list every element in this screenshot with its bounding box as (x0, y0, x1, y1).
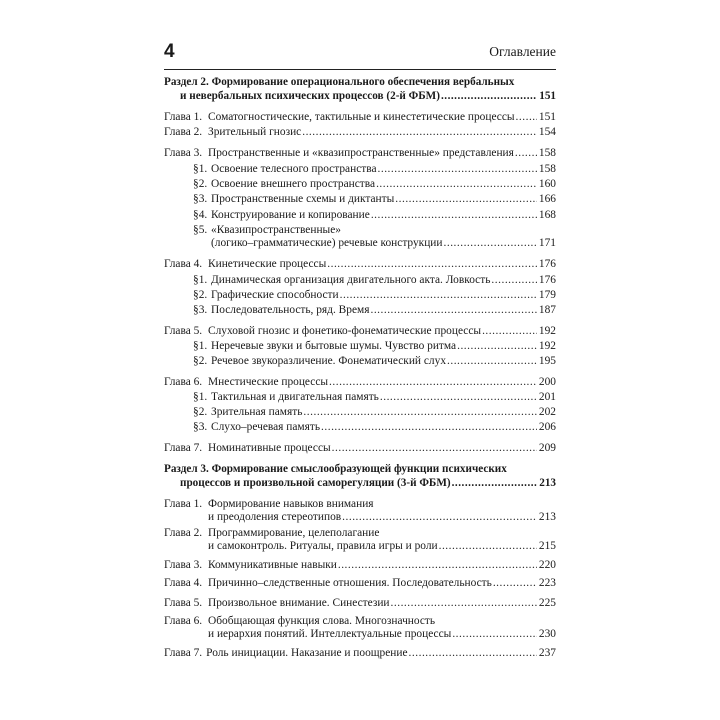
section-3-title-line2: процессов и произвольной саморегуляции (3-й ФБМ) ..... 213 (164, 476, 556, 491)
page-ref: 206 (538, 421, 556, 433)
page-ref: 154 (538, 126, 556, 138)
page-ref: 201 (538, 391, 556, 403)
toc-entry-chapter: Глава 7. Номинативные процессы ..... 209 (164, 441, 556, 456)
toc-entry-chapter-cont: и преодоления стереотипов ..... 213 (164, 510, 556, 525)
toc-entry-section: §2. Речевое звукоразличение. Фонематический слух ..... 195 (164, 354, 556, 369)
toc-entry-section: §3. Последовательность, ряд. Время ..... 187 (164, 303, 556, 318)
toc-entry-section: §2. Графические способности ..... 179 (164, 288, 556, 303)
page-ref: 202 (538, 406, 556, 418)
toc-entry-section: §1. Динамическая организация двигательного акта. Ловкость ..... 176 (164, 273, 556, 288)
page-ref: 215 (538, 540, 556, 552)
toc-entry-section: §1. Неречевые звуки и бытовые шумы. Чувство ритма ..... 192 (164, 339, 556, 354)
toc-entry-section-cont: (логико–грамматические) речевые конструкции ..... 171 (164, 236, 556, 251)
page-ref: 166 (538, 193, 556, 205)
toc-entry-chapter-cont: и самоконтроль. Ритуалы, правила игры и роли ..... 215 (164, 539, 556, 554)
toc-entry-section: §1. Освоение телесного пространства ..... 158 (164, 162, 556, 177)
page-ref: 160 (538, 178, 556, 190)
leader-dots (452, 476, 537, 491)
toc-entry-section: §2. Зрительная память ..... 202 (164, 405, 556, 420)
page-ref: 192 (538, 340, 556, 352)
toc-entry-chapter: Глава 2. Зрительный гнозис ..... 154 (164, 125, 556, 140)
page-ref: 213 (538, 511, 556, 523)
page-ref: 195 (538, 355, 556, 367)
header-rule (164, 69, 556, 70)
section-3-title-line1: Раздел 3. Формирование смыслообразующей функции психических (164, 463, 507, 475)
toc-entry-chapter: Глава 1. Формирование навыков внимания (164, 498, 374, 510)
page-ref: 171 (538, 237, 556, 249)
toc-entry-chapter: Глава 3. Пространственные и «квазипространственные» представления ..... 158 (164, 146, 556, 161)
page-ref: 179 (538, 289, 556, 301)
toc-entry-chapter: Глава 1. Соматогностические, тактильные и кинестетические процессы ..... 151 (164, 110, 556, 125)
section-2-title-line2: и невербальных психических процессов (2-й ФБМ) ..... 151 (164, 89, 556, 104)
page-ref: 168 (538, 209, 556, 221)
toc-entry-section: §2. Освоение внешнего пространства ..... 160 (164, 177, 556, 192)
page-ref: 158 (538, 147, 556, 159)
page-ref: 176 (538, 274, 556, 286)
toc-entry-chapter-cont: и иерархия понятий. Интеллектуальные процессы ..... 230 (164, 627, 556, 642)
toc-entry-chapter: Глава 2. Программирование, целеполагание (164, 527, 380, 539)
toc-entry-section: §4. Конструирование и копирование ..... 168 (164, 208, 556, 223)
page-ref: 192 (538, 325, 556, 337)
toc-entry-chapter: Глава 7. Роль инициации. Наказание и поощрение ..... 237 (164, 646, 556, 661)
page-ref: 237 (538, 647, 556, 659)
toc-entry-chapter: Глава 6. Мнестические процессы ..... 200 (164, 375, 556, 390)
running-head: Оглавление (489, 44, 556, 59)
page-ref: 223 (538, 577, 556, 589)
leader-dots (441, 89, 537, 104)
page-ref: 151 (538, 111, 556, 123)
page-ref: 220 (538, 559, 556, 571)
page-ref: 158 (538, 163, 556, 175)
toc-entry-section: §5. «Квазипространственные» (193, 224, 341, 236)
page-ref: 209 (538, 442, 556, 454)
page-ref: 176 (538, 258, 556, 270)
toc-entry-section: §3. Слухо–речевая память ..... 206 (164, 420, 556, 435)
page-ref: 200 (538, 376, 556, 388)
page-ref: 187 (538, 304, 556, 316)
page-number: 4 (164, 41, 175, 62)
toc-entry-chapter: Глава 4. Кинетические процессы ..... 176 (164, 257, 556, 272)
toc-entry-section: §3. Пространственные схемы и диктанты ..... 166 (164, 192, 556, 207)
page-ref: 213 (539, 477, 556, 489)
toc-entry-section: §1. Тактильная и двигательная память ..... 201 (164, 390, 556, 405)
toc-entry-chapter: Глава 5. Произвольное внимание. Синестезии ..... 225 (164, 596, 556, 611)
page-ref: 225 (538, 597, 556, 609)
toc-entry-chapter: Глава 5. Слуховой гнозис и фонетико-фонематические процессы ..... 192 (164, 324, 556, 339)
toc-entry-chapter: Глава 3. Коммуникативные навыки ..... 220 (164, 558, 556, 573)
page-ref: 230 (538, 628, 556, 640)
toc-entry-chapter: Глава 4. Причинно–следственные отношения. Последовательность ..... 223 (164, 576, 556, 591)
section-2-title-line1: Раздел 2. Формирование операционального обеспечения вербальных (164, 76, 515, 88)
toc-entry-chapter: Глава 6. Обобщающая функция слова. Многозначность (164, 615, 436, 627)
page-ref: 151 (539, 90, 556, 102)
